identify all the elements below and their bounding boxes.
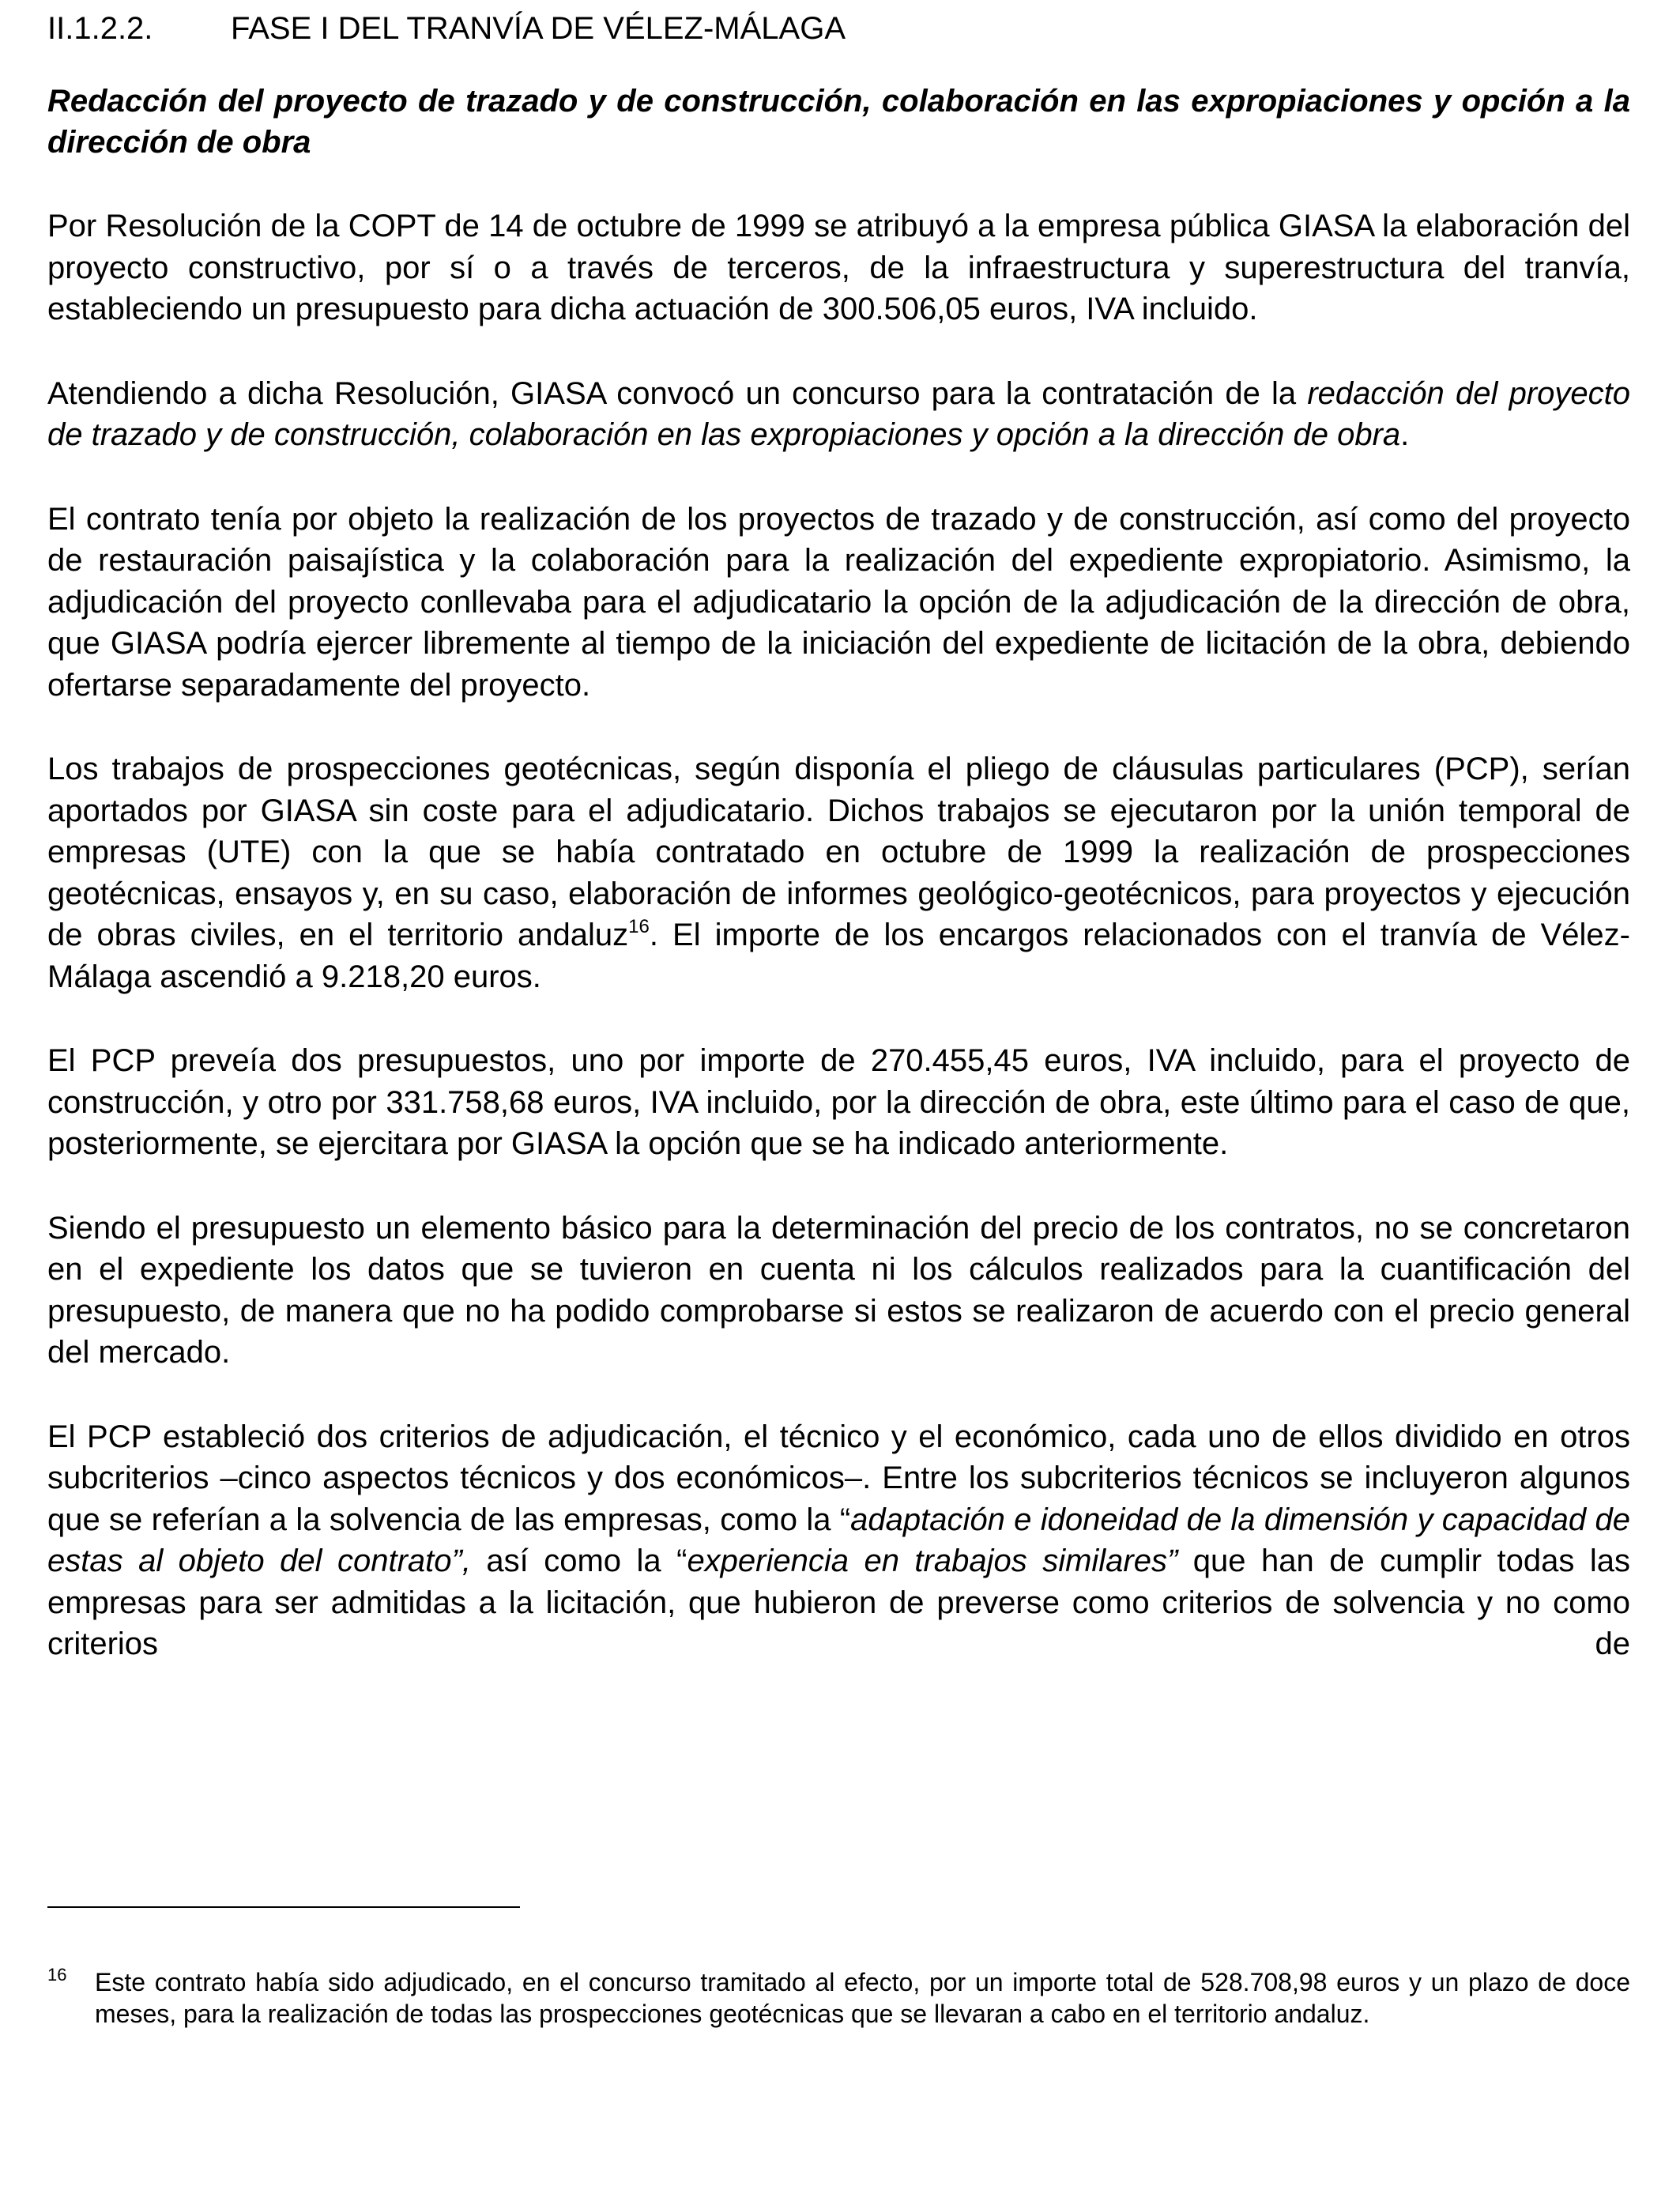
footnote-text: Este contrato había sido adjudicado, en el concurso tramitado al efecto, por un importe total de 528.708,98 euros y un plazo de doce meses, para la realización de todas las prospecciones geotécnicas que se llevaran a cabo en el territorio andaluz. bbox=[95, 1968, 1630, 2028]
paragraph-2-text-a: Atendiendo a dicha Resolución, GIASA convocó un concurso para la contratación de la bbox=[47, 375, 1308, 411]
footnote-separator bbox=[47, 1906, 520, 1908]
section-number: II.1.2.2. bbox=[47, 11, 153, 46]
paragraph-3: El contrato tenía por objeto la realización de los proyectos de trazado y de construcción, así como del proyecto de restauración paisajística y la colaboración para la realización del expediente expropiatorio. Asimismo, la adjudicación del proyecto conllevaba para el adjudicatario la opción de la adjudicación de la dirección de obra, que GIASA podría ejercer libremente al tiempo de la iniciación del expediente de licitación de la obra, debiendo ofertarse separadamente del proyecto. bbox=[47, 501, 1630, 703]
paragraph-7-italic-2: experiencia en trabajos similares” bbox=[687, 1544, 1178, 1578]
footnote-mark: 16 bbox=[47, 1965, 67, 1985]
footnote bbox=[47, 1966, 1630, 2030]
paragraph-7 bbox=[47, 1416, 1630, 1665]
paragraph-2 bbox=[47, 373, 1630, 456]
paragraph-6: Siendo el presupuesto un elemento básico para la determinación del precio de los contratos, no se concretaron en el expediente los datos que se tuvieron en cuenta ni los cálculos realizados para la cuantificación del presupuesto, de manera que no ha podido comprobarse si estos se realizaron de acuerdo con el precio general del mercado. bbox=[47, 1210, 1630, 1370]
paragraph-7-text-c: que han de cumplir todas las empresas para ser admitidas a la licitación, que hubieron de preverse como criterios de solvencia y no como criterios de bbox=[47, 1544, 1630, 1661]
subsection-title: Redacción del proyecto de trazado y de construcción, colaboración en las expropiaciones y opción a la dirección de obra bbox=[47, 84, 1630, 160]
paragraph-7-text-a: El PCP estableció dos criterios de adjudicación, el técnico y el económico, cada uno de ellos dividido en otros subcriterios –cinco aspectos técnicos y dos económicos–. Entre los subcriterios técnicos se incluyeron algunos que se referían a la solvencia de las empresas, como la “ bbox=[47, 1419, 1630, 1537]
document-page bbox=[47, 9, 1630, 1665]
section-title: FASE I DEL TRANVÍA DE VÉLEZ-MÁLAGA bbox=[231, 11, 846, 46]
footnote-reference[interactable]: 16 bbox=[628, 916, 650, 937]
paragraph-7-italic-1: adaptación e idoneidad de la dimensión y capacidad de estas al objeto del contrato”, bbox=[47, 1502, 1630, 1578]
paragraph-5: El PCP preveía dos presupuestos, uno por importe de 270.455,45 euros, IVA incluido, para el proyecto de construcción, y otro por 331.758,68 euros, IVA incluido, por la dirección de obra, este último para el caso de que, posteriormente, se ejercitara por GIASA la opción que se ha indicado anteriormente. bbox=[47, 1043, 1630, 1161]
paragraph-4-text-a: Los trabajos de prospecciones geotécnicas, según disponía el pliego de cláusulas particulares (PCP), serían aportados por GIASA sin coste para el adjudicatario. Dichos trabajos se ejecutaron por la unión temporal de empresas (UTE) con la que se había contratado en octubre de 1999 la realización de prospecciones geotécnicas, ensayos y, en su caso, elaboración de informes geológico-geotécnicos, para proyectos y ejecución de obras civiles, en el territorio andaluz bbox=[47, 752, 1630, 952]
paragraph-2-italic: redacción del proyecto de trazado y de construcción, colaboración en las expropiaciones y opción a la dirección de obra bbox=[47, 375, 1630, 452]
paragraph-4 bbox=[47, 748, 1630, 997]
paragraph-1: Por Resolución de la COPT de 14 de octubre de 1999 se atribuyó a la empresa pública GIASA la elaboración del proyecto constructivo, por sí o a través de terceros, de la infraestructura y superestructura del tranvía, estableciendo un presupuesto para dicha actuación de 300.506,05 euros, IVA incluido. bbox=[47, 209, 1630, 326]
paragraph-4-text-b: . El importe de los encargos relacionados con el tranvía de Vélez-Málaga ascendió a 9.218,20 euros. bbox=[47, 918, 1630, 994]
paragraph-2-text-b: . bbox=[1400, 417, 1410, 452]
paragraph-7-text-b: así como la “ bbox=[470, 1544, 687, 1578]
section-heading bbox=[47, 9, 1630, 47]
